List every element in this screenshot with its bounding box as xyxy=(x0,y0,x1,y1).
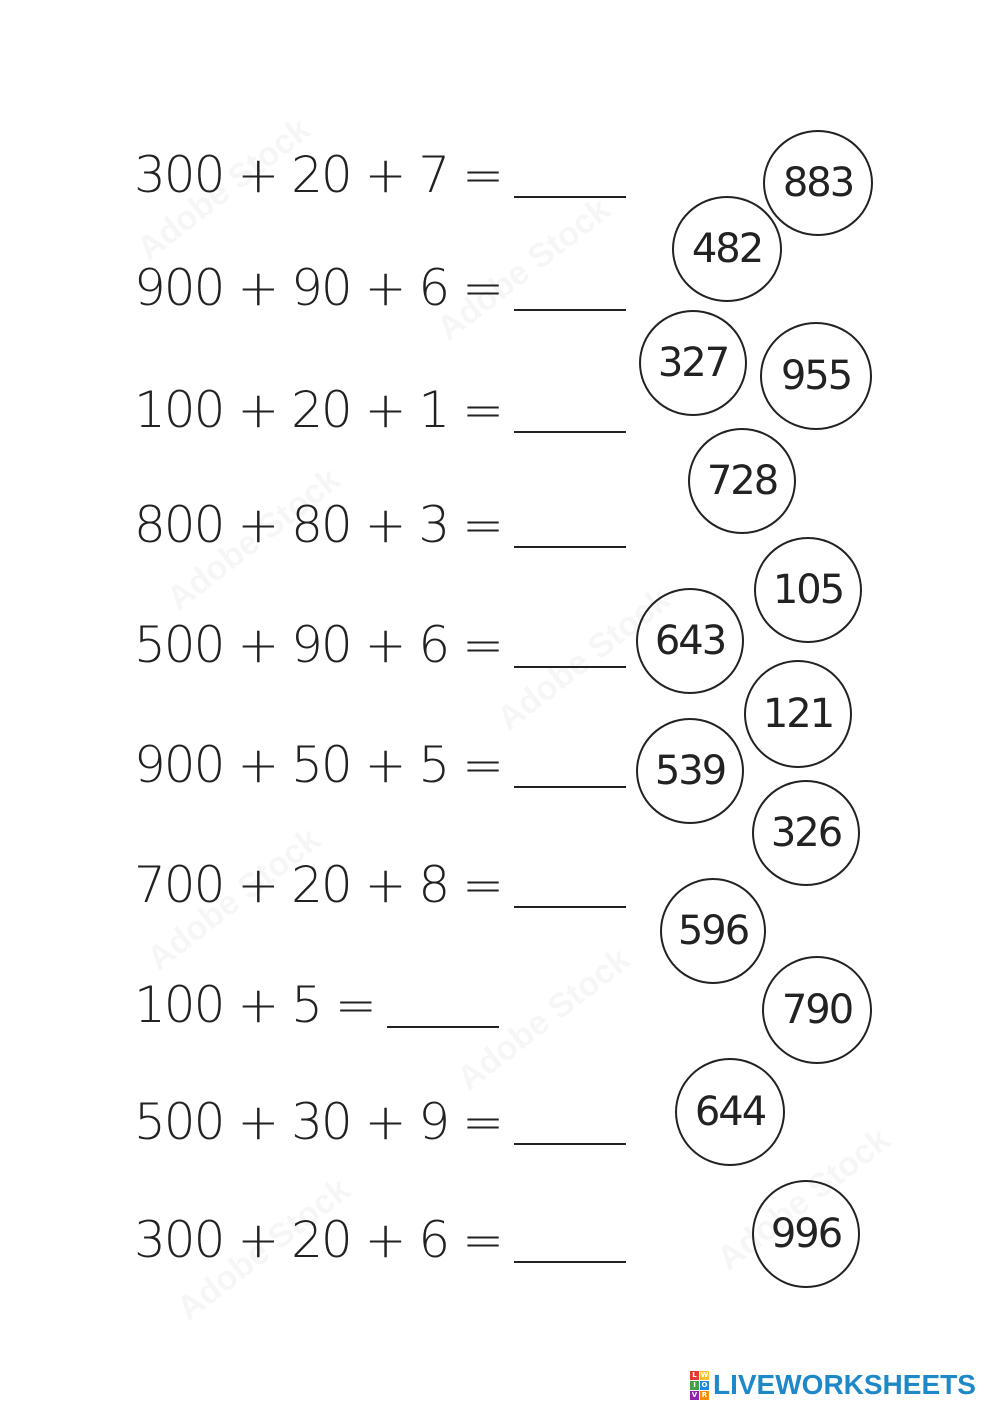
answer-blank[interactable] xyxy=(514,1143,626,1145)
answer-bubble[interactable]: 644 xyxy=(675,1058,785,1166)
problem-expression: 100 + 5 = xyxy=(134,976,375,1034)
problem-expression: 800 + 80 + 3 = xyxy=(134,496,503,554)
problem-row xyxy=(134,976,499,1034)
answer-blank[interactable] xyxy=(514,906,626,908)
problem-expression: 300 + 20 + 6 = xyxy=(134,1211,503,1269)
problem-row xyxy=(134,381,626,439)
answer-bubble[interactable]: 643 xyxy=(636,588,744,694)
answer-bubble[interactable]: 596 xyxy=(660,878,766,984)
problem-row xyxy=(134,1093,626,1151)
problem-row xyxy=(134,496,626,554)
problem-expression: 700 + 20 + 8 = xyxy=(134,856,503,914)
problem-row xyxy=(134,856,626,914)
answer-blank[interactable] xyxy=(514,309,626,311)
answer-bubble[interactable]: 996 xyxy=(752,1180,860,1288)
problem-expression: 900 + 90 + 6 = xyxy=(134,259,503,317)
problem-row xyxy=(134,736,626,794)
problem-expression: 900 + 50 + 5 = xyxy=(134,736,503,794)
answer-blank[interactable] xyxy=(514,431,626,433)
answer-bubble[interactable]: 955 xyxy=(760,322,872,430)
problem-expression: 300 + 20 + 7 = xyxy=(134,146,503,204)
answer-blank[interactable] xyxy=(514,1261,626,1263)
answer-bubble[interactable]: 482 xyxy=(672,196,782,302)
answer-bubble[interactable]: 326 xyxy=(752,780,860,886)
problem-expression: 100 + 20 + 1 = xyxy=(134,381,503,439)
answer-bubble[interactable]: 883 xyxy=(763,130,873,236)
problem-row xyxy=(134,259,626,317)
answer-blank[interactable] xyxy=(514,666,626,668)
answer-blank[interactable] xyxy=(514,546,626,548)
answer-blank[interactable] xyxy=(514,196,626,198)
liveworksheets-logo-icon: L W I O V R xyxy=(691,1370,709,1399)
answer-bubble[interactable]: 539 xyxy=(636,718,744,824)
problem-expression: 500 + 90 + 6 = xyxy=(134,616,503,674)
problem-row xyxy=(134,146,626,204)
answer-bubble[interactable]: 121 xyxy=(744,660,852,768)
answer-bubble[interactable]: 728 xyxy=(688,428,796,534)
answer-bubble[interactable]: 790 xyxy=(762,956,872,1064)
answer-blank[interactable] xyxy=(387,1026,499,1028)
problem-row xyxy=(134,616,626,674)
problem-expression: 500 + 30 + 9 = xyxy=(134,1093,503,1151)
brand-name: LIVEWORKSHEETS xyxy=(713,1369,976,1400)
problem-row xyxy=(134,1211,626,1269)
answer-bubble[interactable]: 105 xyxy=(754,537,862,643)
liveworksheets-brand[interactable] xyxy=(690,1370,976,1400)
answer-blank[interactable] xyxy=(514,786,626,788)
answer-bubble[interactable]: 327 xyxy=(639,310,747,416)
